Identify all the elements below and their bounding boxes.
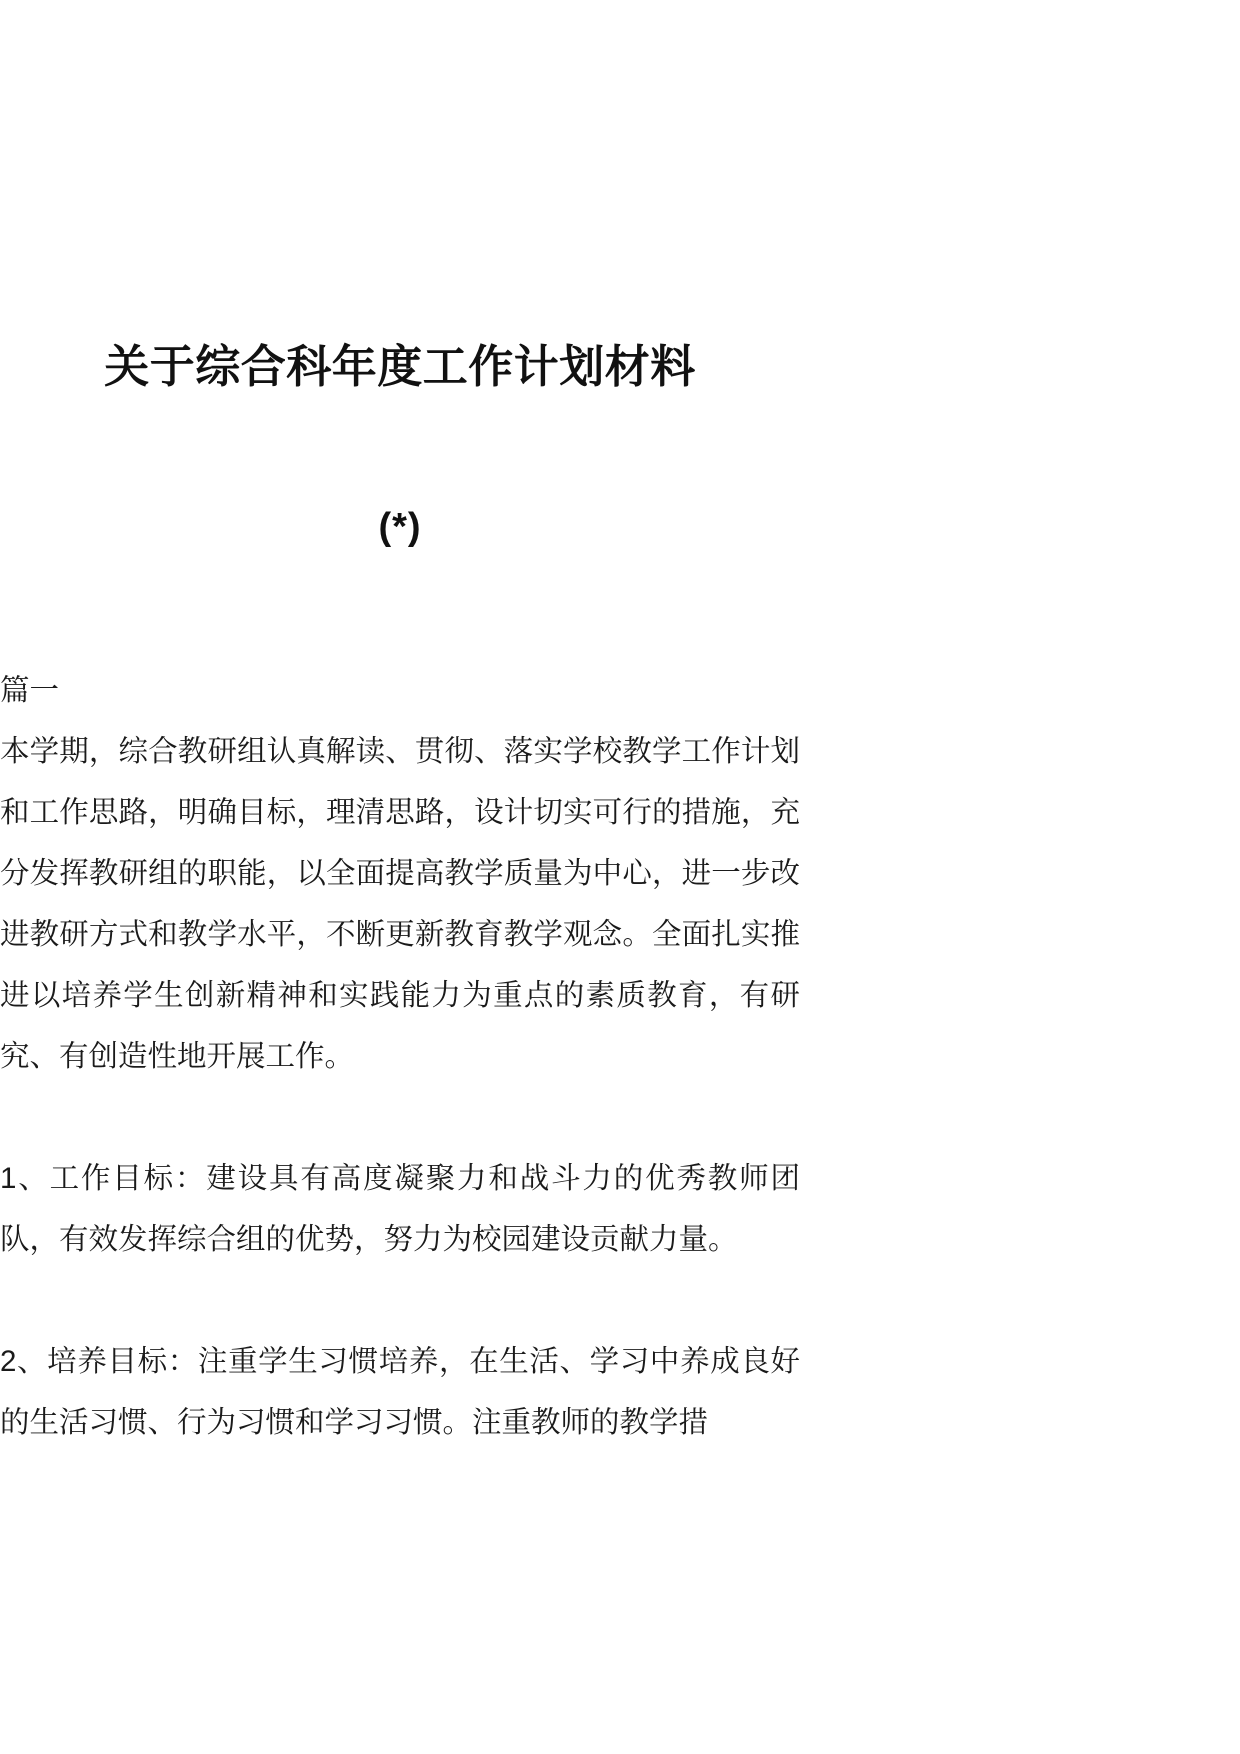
body-paragraph: 1、工作目标：建设具有高度凝聚力和战斗力的优秀教师团队，有效发挥综合组的优势，努力为校园建设贡献力量。 bbox=[0, 1162, 800, 1256]
body-paragraph: 2、培养目标：注重学生习惯培养，在生活、学习中养成良好的生活习惯、行为习惯和学习习惯。注重教师的教学措 bbox=[0, 1345, 800, 1439]
page-title: 关于综合科年度工作计划材料 bbox=[104, 341, 696, 392]
document-subtitle: (*) bbox=[378, 506, 422, 548]
document-body bbox=[0, 660, 800, 1453]
section-label: 篇一 bbox=[0, 674, 60, 707]
body-paragraph: 本学期，综合教研组认真解读、贯彻、落实学校教学工作计划和工作思路，明确目标，理清思路，设计切实可行的措施，充分发挥教研组的职能，以全面提高教学质量为中心，进一步改进教研方式和教学水平，不断更新教育教学观念。全面扎实推进以培养学生创新精神和实践能力为重点的素质教育，有研究、有创造性地开展工作。 bbox=[0, 735, 800, 1073]
